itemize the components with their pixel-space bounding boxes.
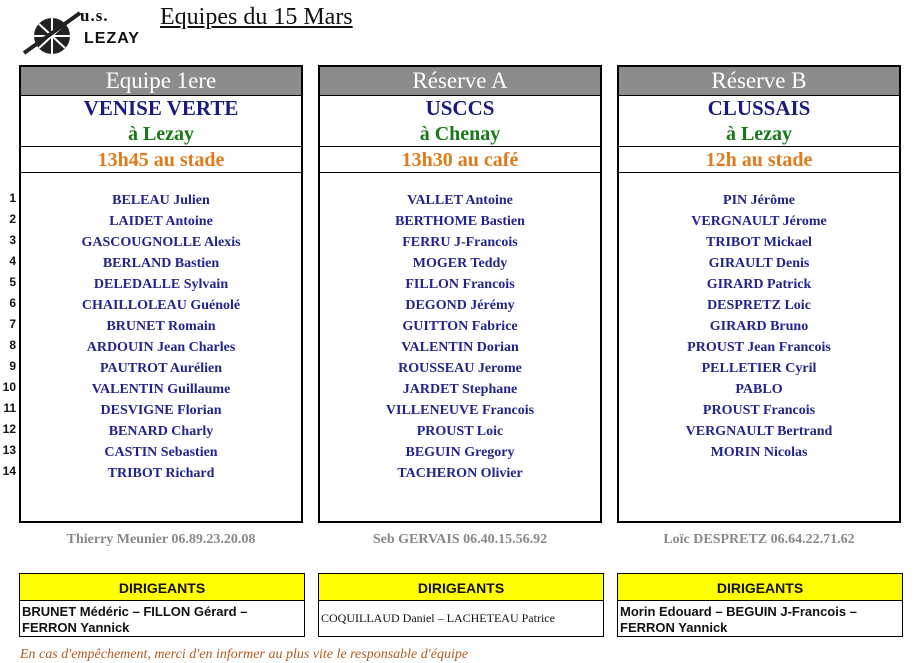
logo-us: u.s. [80, 6, 109, 25]
player: TRIBOT Mickael [706, 235, 812, 250]
dirigeants-box [617, 573, 903, 637]
dirigeants-box [19, 573, 305, 637]
opponent: VENISE VERTE [83, 96, 239, 120]
player: BEGUIN Gregory [405, 445, 515, 460]
player-list [320, 190, 600, 484]
dirigeants-names: BRUNET Médéric – FILLON Gérard – FERRON Yannick [22, 604, 248, 635]
player: GIRARD Bruno [709, 319, 809, 334]
player: BERLAND Bastien [102, 256, 220, 271]
player: DESVIGNE Florian [100, 403, 222, 418]
dirigeants-label: DIRIGEANTS [319, 574, 603, 601]
row-number: 12 [2, 422, 16, 436]
row-number: 3 [9, 233, 16, 247]
row-number: 6 [9, 296, 16, 310]
player: BRUNET Romain [106, 319, 216, 334]
team-card-reserve-a [318, 65, 602, 523]
page-title: Equipes du 15 Mars [160, 4, 353, 30]
player: JARDET Stephane [402, 382, 518, 397]
player: TACHERON Olivier [397, 466, 523, 481]
player: MORIN Nicolas [710, 445, 808, 460]
meeting-time: 12h au stade [619, 147, 899, 173]
team-card-reserve-b [617, 65, 901, 523]
club-logo [22, 6, 142, 56]
venue: à Lezay [619, 121, 899, 147]
venue: à Lezay [21, 121, 301, 147]
team-contact: Loïc DESPRETZ 06.64.22.71.62 [663, 532, 855, 547]
player: BELEAU Julien [112, 193, 210, 208]
player: PAUTROT Aurélien [100, 361, 222, 376]
row-number: 1 [9, 191, 16, 205]
player: LAIDET Antoine [109, 214, 213, 229]
player: FILLON Francois [405, 277, 515, 292]
player: PELLETIER Cyril [701, 361, 817, 376]
player: GASCOUGNOLLE Alexis [81, 235, 241, 250]
player: PABLO [735, 382, 783, 397]
player: PIN Jérôme [723, 193, 795, 208]
player: PROUST Jean Francois [687, 340, 831, 355]
player: PROUST Loic [416, 424, 504, 439]
player-list [619, 190, 899, 463]
player: VERGNAULT Jérome [691, 214, 827, 229]
player: CASTIN Sebastien [104, 445, 218, 460]
row-number: 2 [9, 212, 16, 226]
player: TRIBOT Richard [107, 466, 215, 481]
row-number: 5 [9, 275, 16, 289]
player: GIRAULT Denis [708, 256, 810, 271]
player: FERRU J-Francois [402, 235, 518, 250]
player: DELEDALLE Sylvain [93, 277, 229, 292]
player: BERTHOME Bastien [395, 214, 525, 229]
player: DEGOND Jérémy [405, 298, 515, 313]
football-icon [22, 8, 82, 58]
opponent: CLUSSAIS [707, 96, 811, 120]
player: MOGER Teddy [412, 256, 508, 271]
player: VALLET Antoine [407, 193, 513, 208]
team-name: Equipe 1ere [21, 67, 301, 96]
team-name: Réserve A [320, 67, 600, 96]
player: ARDOUIN Jean Charles [86, 340, 236, 355]
meeting-time: 13h30 au café [320, 147, 600, 173]
player: VILLENEUVE Francois [385, 403, 535, 418]
row-number: 13 [2, 443, 16, 457]
logo-name: LEZAY [84, 30, 140, 47]
player: VALENTIN Dorian [401, 340, 519, 355]
footer-note: En cas d'empêchement, merci d'en informer au plus vite le responsable d'équipe [20, 647, 469, 662]
team-name: Réserve B [619, 67, 899, 96]
player: GUITTON Fabrice [402, 319, 518, 334]
row-number: 8 [9, 338, 16, 352]
player: VERGNAULT Bertrand [685, 424, 833, 439]
player: PROUST Francois [702, 403, 816, 418]
opponent: USCCS [425, 96, 495, 120]
dirigeants-box [318, 573, 604, 637]
dirigeants-label: DIRIGEANTS [618, 574, 902, 601]
row-number: 7 [9, 317, 16, 331]
player: CHAILLOLEAU Guénolé [81, 298, 241, 313]
dirigeants-label: DIRIGEANTS [20, 574, 304, 601]
dirigeants-names: Morin Edouard – BEGUIN J-Francois – FERRON Yannick [620, 604, 857, 635]
row-numbers [0, 188, 16, 482]
player: VALENTIN Guillaume [91, 382, 231, 397]
venue: à Chenay [320, 121, 600, 147]
team-contact: Thierry Meunier 06.89.23.20.08 [66, 532, 256, 547]
row-number: 4 [9, 254, 16, 268]
player: GIRARD Patrick [706, 277, 812, 292]
player-list [21, 190, 301, 484]
player: BENARD Charly [108, 424, 214, 439]
row-number: 9 [9, 359, 16, 373]
meeting-time: 13h45 au stade [21, 147, 301, 173]
player: ROUSSEAU Jerome [398, 361, 522, 376]
dirigeants-names: COQUILLAUD Daniel – LACHETEAU Patrice [321, 611, 555, 625]
team-card-equipe-1ere [19, 65, 303, 523]
row-number: 10 [2, 380, 16, 394]
row-number: 11 [3, 401, 16, 415]
team-contact: Seb GERVAIS 06.40.15.56.92 [372, 532, 548, 547]
player: DESPRETZ Loic [707, 298, 811, 313]
row-number: 14 [2, 464, 16, 478]
